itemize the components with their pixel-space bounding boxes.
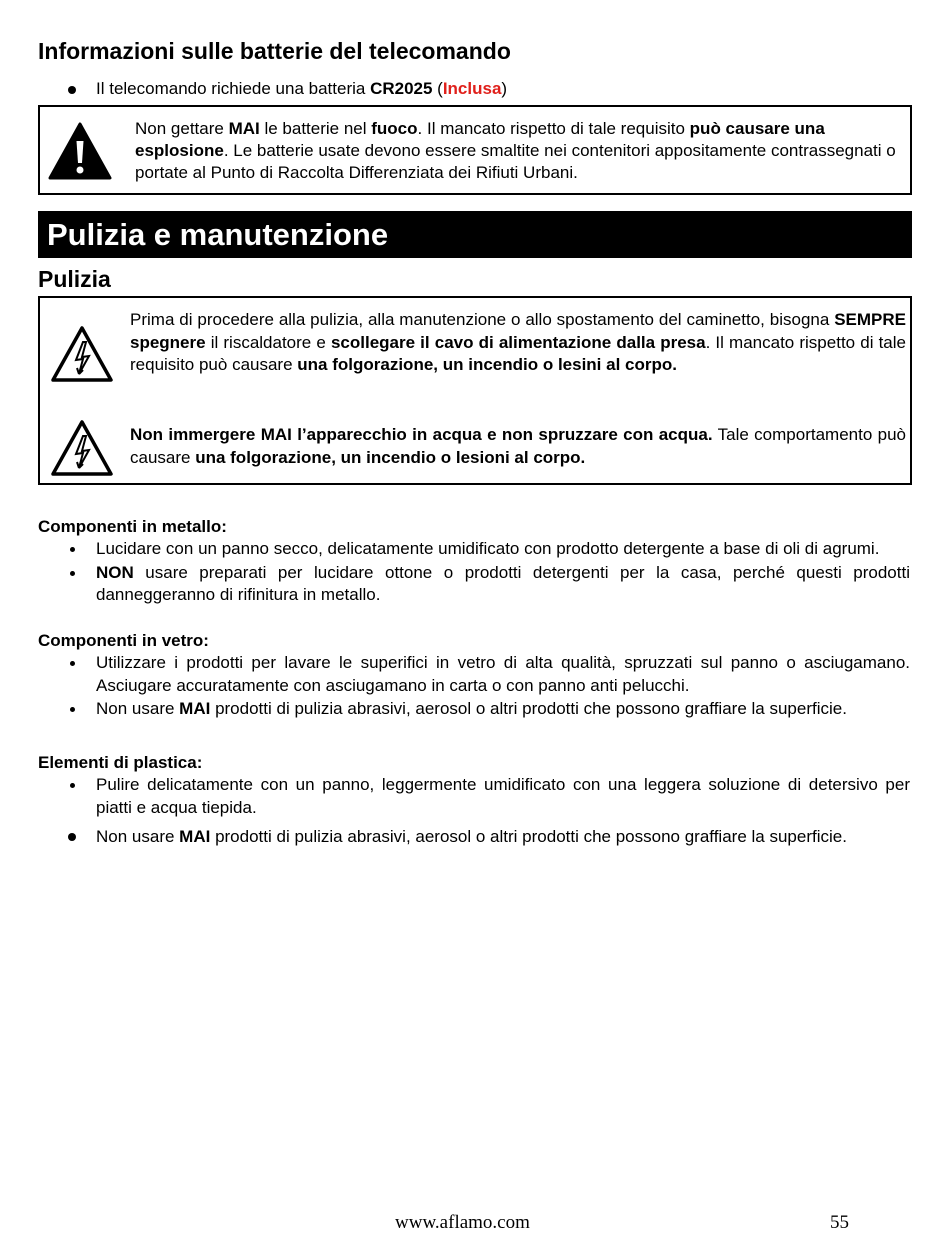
text-run: Non usare xyxy=(96,699,180,718)
battery-bullet-text xyxy=(96,78,912,100)
text-run: SEMPRE spegnere xyxy=(130,310,906,352)
text-run: una folgorazione, un incendio o lesioni al corpo. xyxy=(195,447,586,467)
section-banner: Pulizia e manutenzione xyxy=(38,211,912,258)
text-run: può causare una esplosione xyxy=(135,119,825,160)
list-item-text: usare preparati per lucidare ottone o prodotti detergenti per la casa, perché questi prodotti danneggeranno di rifinitura in metallo. xyxy=(96,562,910,604)
metal-section xyxy=(38,516,912,607)
battery-model: CR2025 xyxy=(370,79,433,98)
bullet-icon xyxy=(70,547,75,552)
water-warning-text xyxy=(130,424,906,469)
text-run: Non gettare xyxy=(135,119,229,138)
text-run: Il telecomando richiede una batteria xyxy=(96,79,371,98)
list-item-text: Lucidare con un panno secco, delicatamente umidificato con prodotto detergente a base di oli di agrumi. xyxy=(96,539,880,558)
text-run: NON xyxy=(96,562,134,582)
list-item-text: Pulire delicatamente con un panno, leggermente umidificato con una leggera soluzione di detersivo per piatti e acqua tiepida. xyxy=(96,775,910,817)
exclamation-warning-icon xyxy=(48,121,112,181)
list-item-text: prodotti di pulizia abrasivi, aerosol o altri prodotti che possono graffiare la superficie. xyxy=(210,699,847,718)
list-item-text: prodotti di pulizia abrasivi, aerosol o altri prodotti che possono graffiare la superficie. xyxy=(210,827,847,846)
text-run: . Il mancato rispetto di tale requisito xyxy=(417,119,690,138)
text-run: MAI xyxy=(179,699,211,718)
cleaning-warning-box xyxy=(38,296,912,485)
text-run: ) xyxy=(501,79,508,98)
electric-shock-warning-icon xyxy=(50,324,114,384)
list-item xyxy=(38,774,912,819)
text-run: fuoco xyxy=(371,119,418,138)
bullet-icon xyxy=(70,707,75,712)
text-run: scollegare il cavo di alimentazione dalla presa xyxy=(330,332,706,352)
included-label: Inclusa xyxy=(442,79,502,98)
text-run: Tale comportamento può causare xyxy=(130,425,906,467)
bullet-icon xyxy=(68,86,76,94)
text-run: Non immergere MAI l’apparecchio in acqua e non spruzzare con acqua. xyxy=(130,425,713,444)
bullet-icon xyxy=(70,661,75,666)
electric-shock-warning-icon xyxy=(50,418,114,478)
list-item-text: Utilizzare i prodotti per lavare le superifici in vetro di alta qualità, spruzzati sul panno o asciugamano. Asciugare accuratamente con asciugamano in carta o con panno anti pelucchi. xyxy=(96,653,910,695)
unplug-warning-text xyxy=(130,309,906,377)
bullet-icon xyxy=(70,571,75,576)
text-run: le batterie nel xyxy=(259,119,372,138)
text-run: Prima di procedere alla pulizia, alla manutenzione o allo spostamento del caminetto, bisogna xyxy=(130,310,835,329)
footer-url: www.aflamo.com xyxy=(395,1212,530,1233)
battery-bullet xyxy=(38,78,912,100)
list-item xyxy=(38,698,912,721)
list-item xyxy=(38,652,912,697)
list-item xyxy=(38,562,912,607)
plastic-title: Elementi di plastica: xyxy=(38,753,203,772)
list-item xyxy=(38,826,912,849)
list-item xyxy=(38,538,912,561)
text-run: Non usare xyxy=(96,827,180,846)
battery-warning-box xyxy=(38,105,912,195)
text-run: il riscaldatore e xyxy=(205,332,331,352)
glass-title: Componenti in vetro: xyxy=(38,631,209,650)
text-run: ( xyxy=(432,79,443,98)
text-run: MAI xyxy=(179,827,211,846)
text-run: . Il mancato rispetto di tale requisito può causare xyxy=(130,332,906,374)
text-run: . Le batterie usate devono essere smaltite nei contenitori appositamente contrassegnati o portate al Punto di Raccolta Differenziata dei Rifiuti Urbani. xyxy=(135,141,896,182)
text-run: MAI xyxy=(228,119,260,138)
battery-warning-text xyxy=(135,118,900,184)
plastic-section xyxy=(38,752,912,849)
page-number: 55 xyxy=(830,1212,849,1233)
bullet-icon xyxy=(68,833,76,841)
metal-title: Componenti in metallo: xyxy=(38,517,227,536)
text-run: una folgorazione, un incendio o lesini al corpo. xyxy=(297,355,677,374)
glass-section xyxy=(38,630,912,721)
battery-section-title: Informazioni sulle batterie del telecomando xyxy=(38,38,511,64)
cleaning-title: Pulizia xyxy=(38,266,111,292)
bullet-icon xyxy=(70,783,75,788)
